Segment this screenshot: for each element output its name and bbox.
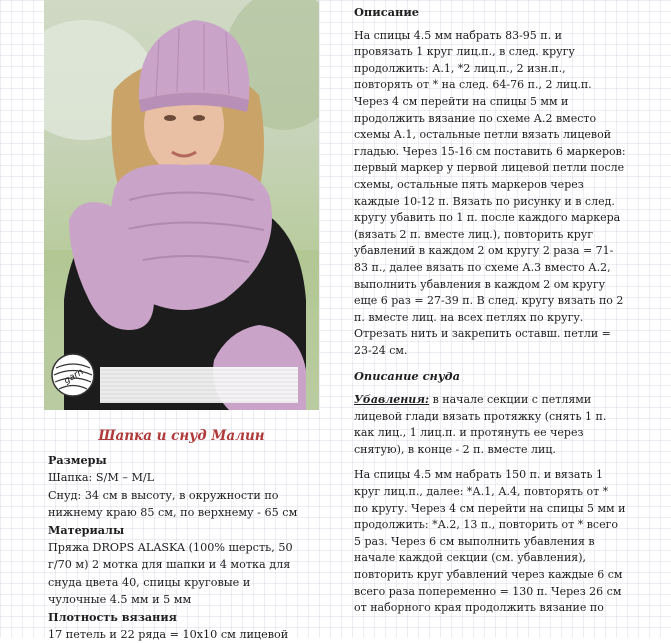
text-line: (вязать 2 п. вместе лиц.), повторить круг xyxy=(354,227,594,241)
yarn-logo-icon xyxy=(50,352,96,398)
text-line: Через 4 см перейти на спицы 5 мм и xyxy=(354,94,569,108)
text-line: На спицы 4.5 мм набрать 83-95 п. и xyxy=(354,28,562,42)
text-line: продолжить: *А.2, 13 п., повторить от * всего xyxy=(354,518,618,532)
text-line: 23-24 см. xyxy=(354,343,408,357)
text-line: снятую), в конце - 2 п. вместе лиц. xyxy=(354,442,556,456)
text-line: всего раза попеременно = 130 п. Через 26 см xyxy=(354,584,622,598)
text-line: первый маркер у первой лицевой петли после xyxy=(354,161,625,175)
svg-text:garn: garn xyxy=(62,367,86,387)
snood-heading: Описание снуда xyxy=(354,369,460,384)
description-heading: Описание xyxy=(354,5,420,19)
text-line: повторить круг убавлений через каждые 6 см xyxy=(354,568,623,581)
text-line: гладью. Через 15-16 см поставить 6 маркеров: xyxy=(354,144,626,158)
text-line: схемы А.1, остальные петли вязать лицевой xyxy=(354,128,612,142)
gauge-line: 17 петель и 22 ряда = 10x10 см лицевой xyxy=(48,628,289,642)
text-fragment: в начале секции с петлями xyxy=(429,393,592,407)
redacted-area xyxy=(100,367,298,403)
hat-instructions xyxy=(354,28,634,360)
text-line: продолжить: А.1, *2 лиц.п., 2 изн.п., xyxy=(354,61,566,75)
materials-section xyxy=(48,452,318,643)
text-line xyxy=(354,392,634,409)
model-photo xyxy=(44,0,319,410)
materials-line: Пряжа DROPS ALASKA (100% шерсть, 50 xyxy=(48,541,293,555)
text-line: повторять от * на след. 64-76 п., 2 лиц.п. xyxy=(354,78,592,92)
text-line: лицевой глади вязать протяжку (снять 1 п. xyxy=(354,409,607,423)
text-line: 83 п., далее вязать по схеме А.3 вместо А.2, xyxy=(354,260,611,274)
text-line: выполнить убавления в каждом 2 ом кругу xyxy=(354,277,606,291)
text-line: как лиц., 1 лиц.п. и протянуть ее через xyxy=(354,426,584,440)
materials-heading: Материалы xyxy=(48,522,125,537)
text-line: Отрезать нить и закрепить оставш. петли = xyxy=(354,327,611,341)
text-line: каждые 10-12 п. Вязать по рисунку и в след. xyxy=(354,194,615,208)
materials-line: чулочные 4.5 мм и 5 мм xyxy=(48,593,192,607)
text-line: п. вместе лиц. на всех петлях по кругу. xyxy=(354,310,584,324)
decrease-label: Убавления: xyxy=(354,393,430,407)
pattern-title: Шапка и снуд Малин xyxy=(98,428,265,444)
instructions-column xyxy=(354,4,634,626)
hat-size-line: Шапка: S/M – M/L xyxy=(48,471,155,485)
text-line: начале каждой секции (см. убавления), xyxy=(354,551,587,565)
text-line: круг лиц.п., далее: *А.1, А.4, повторять от * xyxy=(354,485,609,499)
sizes-heading: Размеры xyxy=(48,453,107,467)
materials-line: г/70 м) 2 мотка для шапки и 4 мотка для xyxy=(48,558,291,572)
gauge-heading: Плотность вязания xyxy=(48,609,177,624)
materials-line: снуда цвета 40, спицы круговые и xyxy=(48,575,251,589)
text-line: схемы, остальные пять маркеров через xyxy=(354,177,584,191)
photo-illustration xyxy=(44,0,319,410)
text-line: убавлений в каждом 2 ом кругу 2 раза = 71- xyxy=(354,244,614,258)
decrease-instructions xyxy=(354,392,634,458)
snood-size-line: нижнему краю 85 см, по верхнему - 65 см xyxy=(48,506,298,520)
text-line: 5 раз. Через 6 см выполнить убавления в xyxy=(354,534,595,548)
text-line: провязать 1 круг лиц.п., в след. кругу xyxy=(354,45,575,59)
text-line: по кругу. Через 4 см перейти на спицы 5 мм и xyxy=(354,501,626,515)
snood-instructions xyxy=(354,467,634,616)
text-line: от наборного края продолжить вязание по xyxy=(354,601,604,615)
snood-size-line: Снуд: 34 см в высоту, в окружности по xyxy=(48,488,279,502)
text-line: продолжить вязание по схеме А.2 вместо xyxy=(354,111,597,125)
text-line: еще 6 раз = 27-39 п. В след. кругу вязать по 2 xyxy=(354,294,624,308)
text-line: На спицы 4.5 мм набрать 150 п. и вязать 1 xyxy=(354,468,603,482)
text-line: кругу убавить по 1 п. после каждого маркера xyxy=(354,211,621,225)
